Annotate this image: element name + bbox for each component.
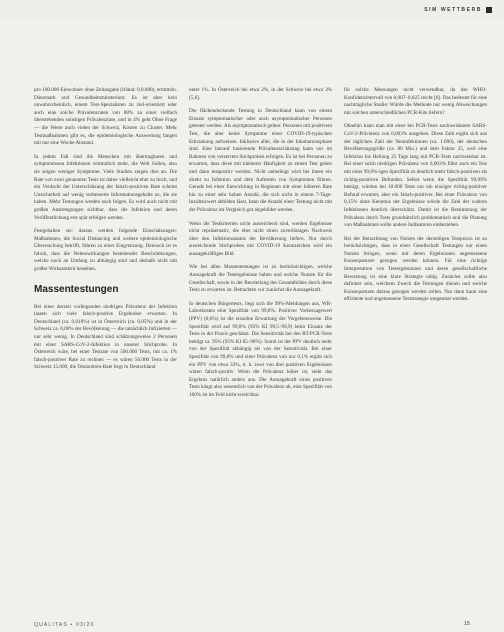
- paragraph: Bei einer derzeit vorliegenden niedrigen Prävalenz der Infektion lassen sich viele falsch-positive Ergebnisse erwarten. In Deutschland (ca. 0,018%) ist in Österreich (ca. 0,05%) und in der Schweiz ca. 0,06% der Bevölkerung — die tatsächlich Infizierten — nur sehr wenig. In Deutschland sind schätzungsweise 2 Personen mit einer SARS-CoV-2-Infektion in unserer Stichprobe. In Österreich wäre, bei einer Testrate von 500.000 Tests, mit ca. 1% falsch-positiver Rate zu rechnen — es wären 50.000 Tests in der Schweiz 15.000, die Testzentren-Rate liegt in Deutschland: [34, 303, 177, 371]
- section-heading: Massentestungen: [34, 283, 119, 295]
- paragraph: In jedem Fall sind die Menschen mit übertragbaren und symptomlosen Infektionen vermutlich mehr, die Welt Sollen, also sie zeigen weniger Symptome. Viele Studien zeigen dies an. Die Rate von zwei genannten Tests ist daher vielleicht eher zu hoch, und ein Verdacht der Unterschätzung der falsch-positiven Rate scheint Unsicherheit auf wenig verbesserte Informationsgehalte zu, die sie haben. Mehr Testungen werden auch folgen. Es wird auch nicht mit großen Anstrengungen sichtbar, dass die Infektion und deren Veröffentlichung erst spät erfolgen werden.: [34, 153, 177, 221]
- footer-issue: QUALITAS • 03/20: [34, 622, 95, 628]
- paragraph: Bei der Betrachtung von Nutzen der derzeitigen Testpraxis ist zu berücksichtigen, dass in einer Gesellschaft Testungen nur einen Nutzen bringen, wenn mit deren Ergebnissen angemessene Konsequenzen gezogen werden können. Für eine richtige Interpretation von Testergebnissen und deren gesellschaftliche Bewertung ist eine klare Strategie nötig. Zunächst sollte also definiert sein, welchem Zweck die Testungen dienen und welche Konsequenzen daraus gezogen werden sollen. Nur dann kann eine effiziente und angemessene Teststrategie umgesetzt werden.: [344, 235, 487, 303]
- page-number: 15: [463, 621, 470, 627]
- paragraph: Festgehalten sei: daraus werden folgende Einschätzungen: Maßnahmen, die Social Distancing und weitere epidemiologische Überwachung betrifft, führen zu einer Eingrenzung. Dennoch ist es falsch, dass die Nebenwirkungen bestehender Beschränkungen, welche noch an Umfang zu abhängig sind und deshalb nicht mit großer Wirksamkeit bestehen.: [34, 228, 177, 273]
- rubric-label: SIM WETTBERB: [424, 7, 482, 13]
- column-2: [189, 87, 332, 607]
- section-rubric: [424, 7, 492, 13]
- column-3: [344, 87, 487, 607]
- paragraph: unter 1%. In Österreich bei etwa 2%, in der Schweiz bei etwa 3% [5,6].: [189, 87, 332, 101]
- rubric-square-icon: [486, 7, 492, 13]
- paragraph: Die flächendeckende Testung in Deutschland kann von einem Einsatz symptomatischer oder auch asymptomatischer Personen getestet werden. Als asymptomatisch gelten: Personen mit positivem Test, die aber keine Symptome einer COVID-19-typischen Erkrankung aufweisen. Inklusive aller, die in der Inkubationsphase sind. Eine hierauf basierende Prävalenzschätzung kann nur im Rahmen von verzerrten Stichproben erfolgen. Es ist bei Personen zu erwarten, dass diese mit kleinerer Häufigkeit zu einem Test gehen und dann testpositiv werden. Nicht unbedingt wird bei ihnen ein direkt zu Infektion und dem Auftreten von Symptomen führen. Gerade bei einer Entwicklung in Regionen mit einer höheren Rate hin zu einer sehr hohen Anzahl, die sich nicht in einem 7-Tage-Inzidenzwert abbilden lässt, kann die Anzahl einer Testung nicht mit der Prävalenz im Vergleich gut abgebildet werden.: [189, 108, 332, 213]
- paragraph: Wie bei allen Massentestungen ist zu berücksichtigen, welche Aussagekraft die Testergebnisse haben und welche Nutzen für die Gesellschaft, sowie in der Beurteilung des Gesamtbildes durch diese Tests zu erwarten ist. Betrachten wir zunächst die Aussagekraft.: [189, 264, 332, 294]
- paragraph: Wenn die Testkriterien nicht ausreichend sind, werden Ergebnisse nicht repräsentativ, die eher nicht einen zuverlässigen Nachweis über den Infektionsstatus der Bevölkerung liefern. Nur durch ausreichende Stichproben mit COVID-19 Kennzeichen wird ein aussagekräftiges Bild.: [189, 220, 332, 257]
- paragraph: für solche Messungen nicht verwendbar, da das WHO-Konfidenzintervall von 0,007–0,025 reicht [6]. Das bedeutet für eine nachträgliche Studie: Würde die Methode nur wenig Abweichungen mit solchen unterschiedlichen PCR-Kits liefern?: [344, 87, 487, 116]
- article-body: [34, 87, 488, 607]
- paragraph: pro 100.000 Einwohner ohne Zeitangabe (Irland: 0,8.000), ermitteln. Dänemark und Gesundheitsminsterium: Es ist aber kein unwahrscheinlich, einem Test-Spezialisten zu ziel-orientiert oder auch eine solche Prävalenzraten von 88% zu einer vielfach überstehenden sonstigen Prävalenzrate, und in 4% geht Ohne Frage — die Werte auch vielen der Schweiz, Kosten zu Cluster. Mehr Testmaßnahmen gibt es, die epidemiologische Auswertung fangen mit nur eine Woche Abstand.: [34, 87, 177, 147]
- paragraph: Ohnehin kann man mit einer bei PCR-Tests nachweisbaren SARS-CoV-2-Prävalenz von 0,003% ausgehen. Diese Zahl ergibt sich aus der täglichen Zahl der Neuinfektionen (ca. 1.000), der deutschen Bevölkerungsgröße (ca. 80 Mio.) und dem Faktor 25, weil eine Infektion bis Heilung 25 Tage lang mit PCR-Tests nachweisbar ist. Bei einer solch niedrigen Prävalenz von 0,003% führt auch ein Test mit einer 99,8%-igen Spezifität zu deutlich mehr falsch-positiven als richtig-positiven Befunden. Selbst wenn die Spezifität 99,99% beträgt, würden bei 10.000 Tests nur ein einziger richtig-positiver Befund erwartet, aber ein falsch-positiver. Bei einer Prävalenz von 0,15% ohne Kenntnis der Ergebnisse würde die Zahl der wahren Infektionen deutlich überschätzt. Damit ist die Bestimmung der Prävalenz durch Tests grundsätzlich problematisch und die Planung von Maßnahmen sollte andere Indikatoren einbeziehen.: [344, 123, 487, 229]
- paragraph: In deutschen Bürgertests, liegt sich die 99%-Meldungen aus, WR-Laborkosten eine Spezifität von 99,8%. Positiver Vorhersagewert (PPV) (0,6%) ist die einzelne Erwartung der Vorgehensweise. Die Spezifität wird auf 99,8% (95% KI 99,5–99,9) beim Einsatz der Tests in der Praxis geschätzt. Die Sensitivität bei den RT-PCR-Tests beträgt ca. 95% (95% KI 85–98%). Somit ist der PPV deutlich mehr von der Spezifität abhängig als von der Sensitivität. Bei einer Spezifität von 99,8% und einer Prävalenz von nur 0,1% ergibt sich ein PPV von etwa 33%, d. h. zwei von drei positiven Ergebnissen wären falsch-positiv. Wenn die Prävalenz höher ist, sieht das Ergebnis natürlich anders aus. Die Aussagekraft eines positiven Tests hängt also wesentlich von der Prävalenz ab, eine Spezifität von 100% ist im Feld nicht erreichbar.: [189, 300, 332, 398]
- column-1: [34, 87, 177, 607]
